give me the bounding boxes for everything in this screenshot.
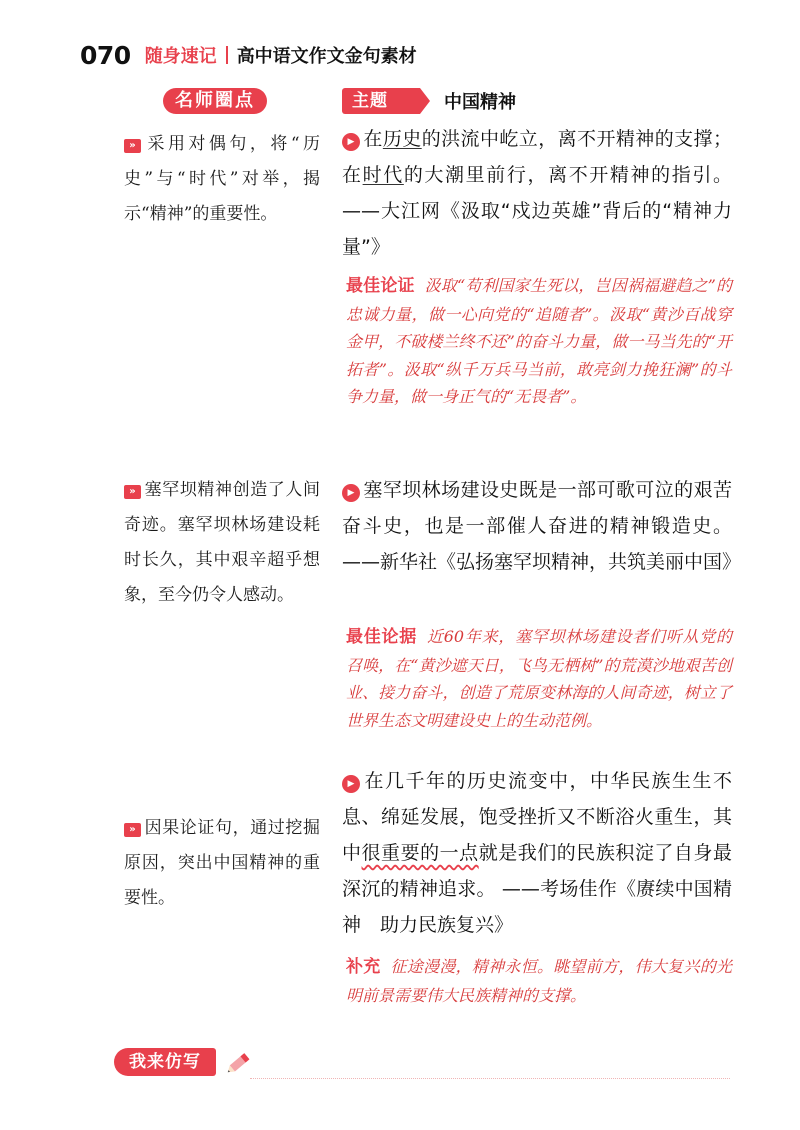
comment-text: 近60年来，塞罕坝林场建设者们听从党的召唤，在“黄沙遮天日，飞鸟无栖树”的荒漠沙地艰苦创业、接力奋斗，创造了荒原变林海的人间奇迹，树立了世界生态文明建设史上的生动范例。: [346, 627, 732, 730]
comment-label: 最佳论证: [346, 276, 415, 296]
page-header: [80, 38, 417, 72]
note-marker-icon: »: [124, 139, 141, 153]
comment-label: 补充: [346, 957, 381, 977]
comment-1: [346, 272, 732, 411]
quote-underlined-text: 历史: [382, 128, 422, 150]
teacher-note-text: 因果论证句，通过挖掘原因，突出中国精神的重要性。: [124, 818, 320, 908]
teacher-note-2: [124, 473, 320, 613]
theme-value: 中国精神: [444, 92, 516, 113]
writing-line: [250, 1078, 730, 1079]
quote-text: 塞罕坝林场建设史既是一部可歌可泣的艰苦奋斗史，也是一部催人奋进的精神锻造史。 ——新华社《弘扬塞罕坝精神，共筑美丽中国》: [342, 479, 742, 573]
page-number: 070: [80, 40, 131, 70]
teacher-note-1: [124, 127, 320, 232]
comment-text: 汲取“苟利国家生死以，岂因祸福避趋之”的忠诚力量，做一心向党的“追随者”。汲取“黄沙百战穿金甲，不破楼兰终不还”的奋斗力量，做一马当先的“开拓者”。汲取“纵千万兵马当前，敢亮剑力挽狂澜”的斗争力量，做一身正气的“无畏者”。: [346, 276, 732, 406]
comment-label: 最佳论据: [346, 627, 417, 647]
teacher-note-3: [124, 811, 320, 916]
quote-1: [342, 121, 732, 265]
quote-text: 的大潮里前行，离不开精神的指引。 ——大江网《汲取“戍边英雄”背后的“精神力量”》: [342, 164, 732, 258]
quote-3: [342, 763, 732, 943]
quote-bullet-icon: ▶: [342, 775, 360, 793]
comment-2: [346, 623, 732, 734]
quote-text: 的洪流中屹立，离不开精神的支撑；在: [342, 128, 732, 186]
quote-text: 在: [363, 128, 383, 150]
note-marker-icon: »: [124, 823, 141, 837]
book-title: 高中语文作文金句素材: [236, 46, 417, 67]
theme-row: [342, 88, 516, 114]
teacher-notes-tag: 名师圈点: [163, 88, 267, 114]
teacher-note-text: 采用对偶句，将“历史”与“时代”对举，揭示“精神”的重要性。: [124, 134, 320, 224]
quote-underlined-text: 时代: [362, 164, 404, 186]
quote-bullet-icon: ▶: [342, 484, 360, 502]
quote-text: 在几千年的历史流变中，中华民族生生不息、绵延发展，饱受挫折又不断浴火重生，其中: [342, 770, 732, 864]
series-title: 随身速记: [144, 46, 217, 67]
quote-bullet-icon: ▶: [342, 133, 360, 151]
quote-2: [342, 472, 742, 580]
note-marker-icon: »: [124, 485, 141, 499]
comment-3: [346, 953, 732, 1009]
pencil-icon: [224, 1046, 256, 1078]
comment-text: 征途漫漫，精神永恒。眺望前方，伟大复兴的光明前景需要伟大民族精神的支撑。: [346, 957, 732, 1005]
practice-writing-tag: 我来仿写: [114, 1048, 216, 1076]
header-divider: [226, 46, 228, 64]
teacher-note-text: 塞罕坝精神创造了人间奇迹。塞罕坝林场建设耗时长久，其中艰辛超乎想象，至今仍令人感动。: [124, 480, 320, 605]
theme-tag: 主题: [342, 88, 420, 114]
quote-text: 就是我们的民族积淀了自身最深沉的精神追求。 ——考场佳作《赓续中国精神 助力民族复兴》: [342, 842, 732, 936]
quote-wavy-underlined-text: 很重要的一点: [361, 842, 479, 864]
